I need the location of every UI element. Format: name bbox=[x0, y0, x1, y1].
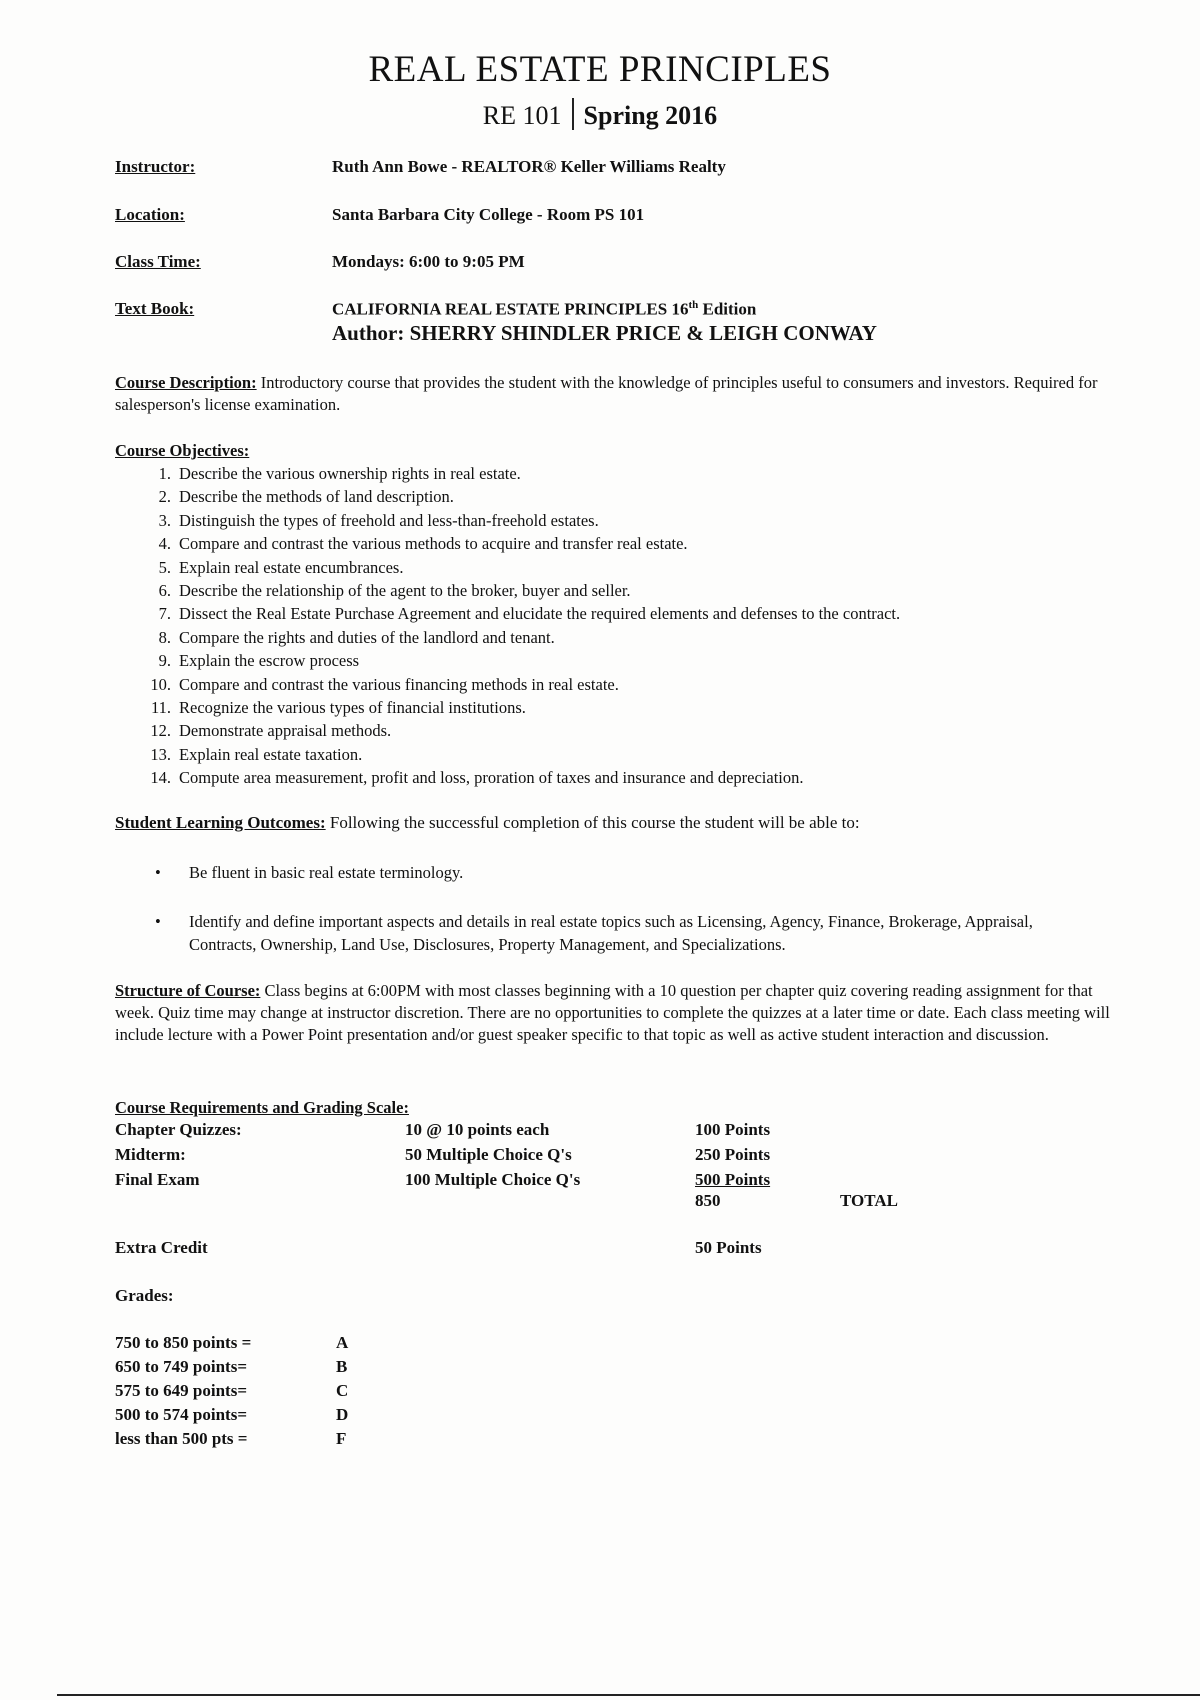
text-book-title: CALIFORNIA REAL ESTATE PRINCIPLES 16th Edition bbox=[332, 299, 757, 319]
instructor-value: Ruth Ann Bowe - REALTOR® Keller Williams Realty bbox=[332, 157, 726, 176]
grade-letter: F bbox=[336, 1429, 347, 1448]
learning-outcomes-intro: Following the successful completion of this course the student will be able to: bbox=[325, 813, 860, 832]
course-objectives-heading: Course Objectives: bbox=[115, 441, 250, 460]
final-points: 500 Points bbox=[695, 1170, 771, 1189]
midterm-label: Midterm: bbox=[115, 1145, 186, 1164]
grade-range: 575 to 649 points= bbox=[115, 1381, 248, 1400]
final-detail: 100 Multiple Choice Q's bbox=[405, 1170, 581, 1189]
list-item: 13. Explain real estate taxation. bbox=[150, 744, 363, 764]
class-time-label: Class Time: bbox=[115, 252, 201, 271]
syllabus-page: REAL ESTATE PRINCIPLES RE 101 Spring 2016 Instructor: Ruth Ann Bowe - REALTOR® Keller Williams Realty Location: Santa Barbara City College - Room PS 101 Class Time: Mondays: 6:00 to 9:05 PM Text Book: CALIFORNIA REAL ESTATE PRINCIPLES 16th Edition Author: SHERRY SHINDLER PRICE & LEIGH CONWAY Course Description: Introductory course that provides the student with the knowledge of principles useful to consumers and investors. Required for salesperson's license examination. Course Objectives: 1. Describe the various ownership rights in real estate. 2. Describe the methods of land description. 3. Distinguish the types of freehold and less-than-freehold estates. 4. Compare and contrast the various methods to acquire and transfer real estate. 5. Explain real estate encumbrances. 6. Describe the relationship of the agent to the broker, buyer and seller. 7. Dissect the Real Estate Purchase Agreement and elucidate the required elements and defenses to the contract. 8. Compare the rights and duties of the landlord and tenant. 9. Explain the escrow process 10. Compare and contrast the various financing methods in real estate. 11. Recognize the various types of financial institutions. 12. Demonstrate appraisal methods. 13. Explain real estate taxation. 14. Compute area measurement, profit and loss, proration of taxes and insurance and depreciation. Student Learning Outcomes: Following the successful completion of this course the student will be able to: • Be fluent in basic real estate terminology. • Identify and define important aspects and details in real estate topics such as Licensing, Agency, Finance, Brokerage, Appraisal, Contracts, Ownership, Land Use, Disclosures, Property Management, and Specializations. Structure of Course: Class begins at 6:00PM with most classes beginning with a 10 question per chapter quiz covering reading assignment for that week. Quiz time may change at instructor discretion. There are no opportunities to complete the quizzes at a later time or date. Each class meeting will include lecture with a Power Point presentation and/or guest speaker specific to that topic as well as active student interaction and discussion. Course Requirements and Grading Scale: Chapter Quizzes: 10 @ 10 points each 100 Points Midterm: 50 Multiple Choice Q's 250 Points Final Exam 100 Multiple Choice Q's 500 Points 850 TOTAL Extra Credit 50 Points Grades: 750 to 850 points = A 650 to 749 points= B 575 to 649 points= C 500 to 574 points= D less than 500 pts = F bbox=[0, 0, 1200, 1700]
midterm-detail: 50 Multiple Choice Q's bbox=[405, 1145, 572, 1164]
quizzes-points: 100 Points bbox=[695, 1120, 771, 1139]
list-item: 12. Demonstrate appraisal methods. bbox=[150, 721, 392, 741]
list-item: 11. Recognize the various types of financial institutions. bbox=[150, 697, 526, 717]
instructor-label: Instructor: bbox=[115, 157, 196, 176]
bottom-divider bbox=[57, 1694, 1200, 1696]
list-item: 10. Compare and contrast the various financing methods in real estate. bbox=[150, 674, 619, 694]
list-item: 2. Describe the methods of land description. bbox=[158, 487, 454, 507]
class-time-value: Mondays: 6:00 to 9:05 PM bbox=[332, 252, 525, 271]
location-label: Location: bbox=[115, 205, 185, 224]
course-description-text: Introductory course that provides the student with the knowledge of principles useful to consumers and investors. Required for salesperson's license examination. bbox=[115, 373, 1098, 414]
list-item: 7. Dissect the Real Estate Purchase Agreement and elucidate the required elements and defenses to the contract. bbox=[158, 604, 901, 624]
list-item: 6. Describe the relationship of the agent to the broker, buyer and seller. bbox=[158, 580, 631, 600]
extra-credit-points: 50 Points bbox=[695, 1238, 762, 1257]
list-item: 3. Distinguish the types of freehold and less-than-freehold estates. bbox=[158, 510, 599, 530]
objectives-list bbox=[115, 462, 900, 789]
list-item: 4. Compare and contrast the various methods to acquire and transfer real estate. bbox=[158, 534, 688, 554]
grade-range: less than 500 pts = bbox=[115, 1429, 248, 1448]
course-structure-heading: Structure of Course: bbox=[115, 981, 261, 1000]
subtitle-divider bbox=[572, 98, 574, 130]
midterm-points: 250 Points bbox=[695, 1145, 771, 1164]
list-item: 1. Describe the various ownership rights in real estate. bbox=[158, 464, 521, 483]
course-structure-text: Class begins at 6:00PM with most classes beginning with a 10 question per chapter quiz covering reading assignment for that week. Quiz time may change at instructor discretion. There are no opportunities to complete the quizzes at a later time or date. Each class meeting will include lecture with a Power Point presentation and/or guest speaker specific to that topic as well as active student interaction and discussion. bbox=[115, 981, 1110, 1044]
list-item: 5. Explain real estate encumbrances. bbox=[158, 557, 404, 577]
list-item: 8. Compare the rights and duties of the landlord and tenant. bbox=[158, 627, 555, 647]
learning-outcomes bbox=[115, 813, 860, 833]
list-item: 9. Explain the escrow process bbox=[158, 651, 360, 671]
learning-outcomes-heading: Student Learning Outcomes: bbox=[115, 813, 326, 832]
text-book-author: Author: SHERRY SHINDLER PRICE & LEIGH CONWAY bbox=[332, 321, 877, 345]
course-subtitle bbox=[0, 98, 1200, 131]
bullet-icon: • bbox=[155, 863, 161, 882]
course-term: Spring 2016 bbox=[583, 101, 718, 130]
quizzes-label: Chapter Quizzes: bbox=[115, 1120, 242, 1139]
course-structure bbox=[115, 980, 1115, 1046]
location-value: Santa Barbara City College - Room PS 101 bbox=[332, 205, 645, 224]
total-label: TOTAL bbox=[840, 1191, 898, 1210]
course-description-heading: Course Description: bbox=[115, 373, 257, 392]
grade-letter: A bbox=[336, 1333, 349, 1352]
text-book-label: Text Book: bbox=[115, 299, 195, 318]
requirements-heading: Course Requirements and Grading Scale: bbox=[115, 1098, 409, 1117]
grades-heading: Grades: bbox=[115, 1286, 174, 1305]
course-code: RE 101 bbox=[482, 101, 562, 130]
extra-credit-label: Extra Credit bbox=[115, 1238, 208, 1257]
grade-range: 750 to 850 points = bbox=[115, 1333, 252, 1352]
list-item: 14. Compute area measurement, profit and loss, proration of taxes and insurance and depreciation. bbox=[150, 768, 804, 788]
quizzes-detail: 10 @ 10 points each bbox=[405, 1120, 550, 1139]
total-points: 850 bbox=[695, 1191, 721, 1210]
grade-range: 650 to 749 points= bbox=[115, 1357, 248, 1376]
page-title: REAL ESTATE PRINCIPLES bbox=[368, 49, 832, 90]
grade-letter: D bbox=[336, 1405, 349, 1424]
bullet-icon: • bbox=[155, 912, 161, 931]
final-label: Final Exam bbox=[115, 1170, 200, 1189]
grade-letter: C bbox=[336, 1381, 349, 1400]
grade-letter: B bbox=[336, 1357, 348, 1376]
course-description bbox=[115, 372, 1115, 416]
grade-range: 500 to 574 points= bbox=[115, 1405, 248, 1424]
